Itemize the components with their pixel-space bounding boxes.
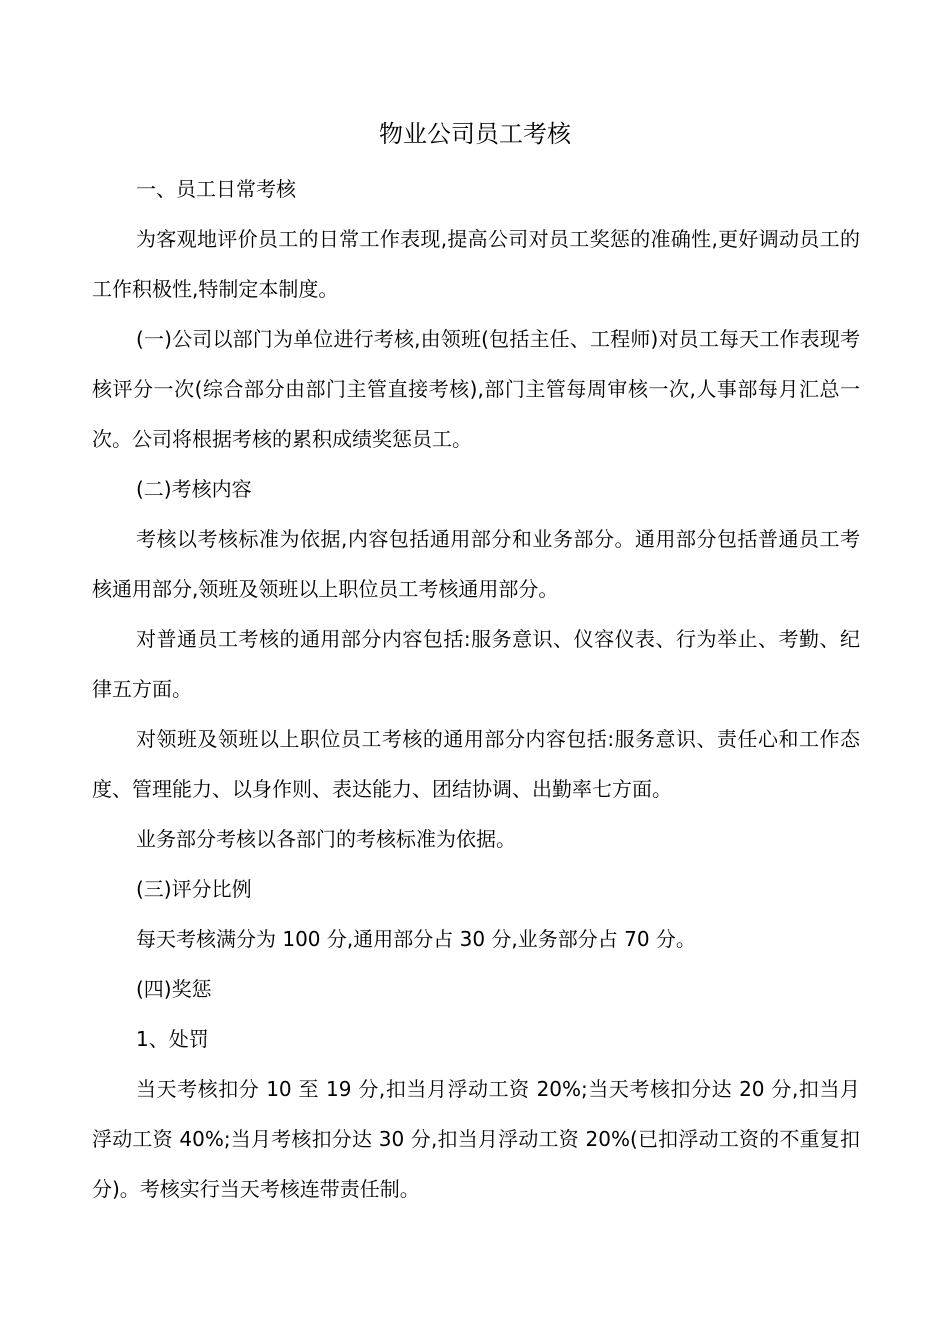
paragraph: (一)公司以部门为单位进行考核,由领班(包括主任、工程师)对员工每天工作表现考核评分一次(综合部分由部门主管直接考核),部门主管每周审核一次,人事部每月汇总一次。公司将根据考核的累积成绩奖惩员工。 <box>92 327 860 451</box>
paragraph: 当天考核扣分 10 至 19 分,扣当月浮动工资 20%;当天考核扣分达 20 分,扣当月浮动工资 40%;当月考核扣分达 30 分,扣当月浮动工资 20%(已扣浮动工资的不重复扣分)。考核实行当天考核连带责任制。 <box>92 1077 860 1201</box>
list-heading: 1、处罚 <box>136 1027 209 1051</box>
paragraph: 对普通员工考核的通用部分内容包括:服务意识、仪容仪表、行为举止、考勤、纪律五方面。 <box>92 627 860 701</box>
subsection-heading: (二)考核内容 <box>136 477 252 501</box>
document-title: 物业公司员工考核 <box>379 120 571 148</box>
subsection-heading: (三)评分比例 <box>136 877 252 901</box>
subsection-heading: (四)奖惩 <box>136 977 212 1001</box>
paragraph: 每天考核满分为 100 分,通用部分占 30 分,业务部分占 70 分。 <box>136 927 696 951</box>
paragraph: 对领班及领班以上职位员工考核的通用部分内容包括:服务意识、责任心和工作态度、管理能力、以身作则、表达能力、团结协调、出勤率七方面。 <box>92 727 860 801</box>
paragraph: 为客观地评价员工的日常工作表现,提高公司对员工奖惩的准确性,更好调动员工的工作积极性,特制定本制度。 <box>92 227 860 301</box>
section-heading: 一、员工日常考核 <box>136 177 296 201</box>
paragraph: 考核以考核标准为依据,内容包括通用部分和业务部分。通用部分包括普通员工考核通用部分,领班及领班以上职位员工考核通用部分。 <box>92 527 860 601</box>
paragraph: 业务部分考核以各部门的考核标准为依据。 <box>136 827 516 851</box>
document-body <box>92 164 860 1214</box>
